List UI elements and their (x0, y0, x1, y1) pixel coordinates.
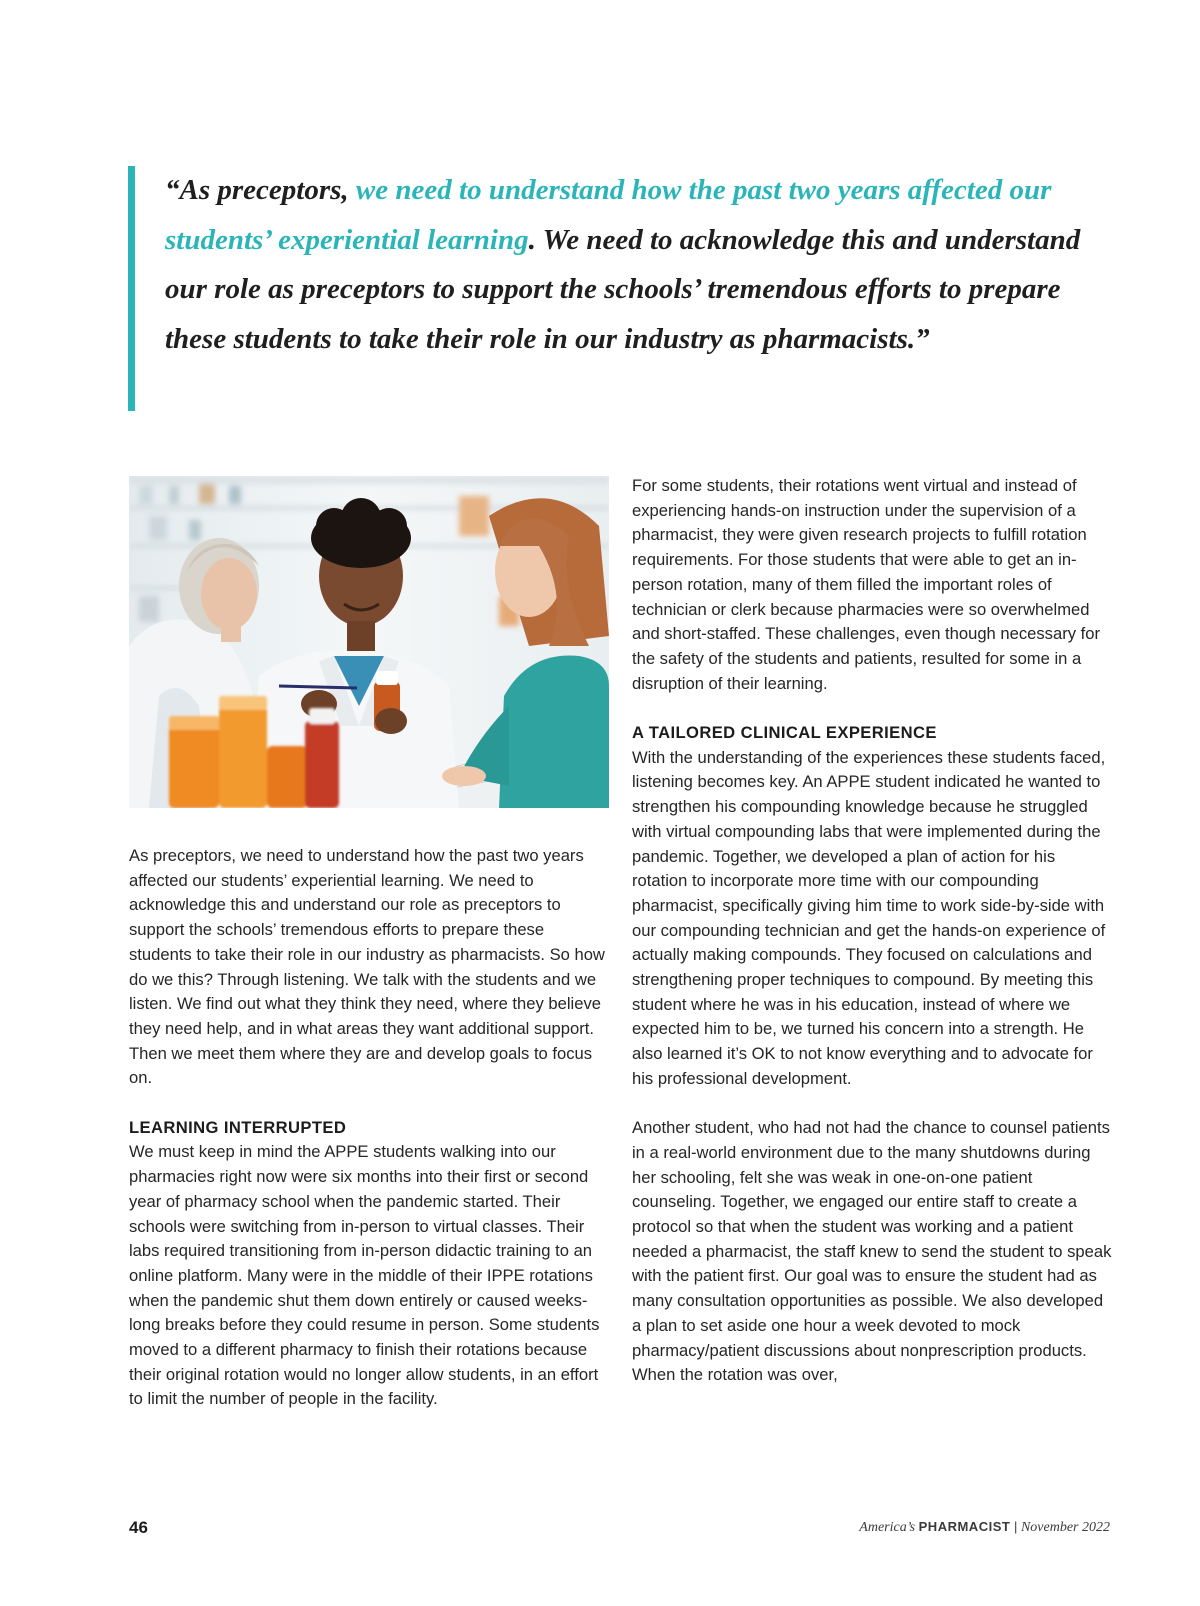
pull-quote-rest: . We need to acknowledge this and understand our role as preceptors to support the schools’ tremendous efforts to prepare these students to take their role in our industry as pharmacists.” (165, 223, 1081, 355)
left-paragraph-1: As preceptors, we need to understand how the past two years affected our students’ experiential learning. We need to acknowledge this and understand our role as preceptors to support the schools’ tremendous efforts to prepare these students to take their role in our industry as pharmacists. So how do we this? Through listening. We talk with the students and we listen. We find out what they think they need, where they believe they need help, and in what areas they want additional support. Then we meet them where they are and develop goals to focus on. (129, 846, 605, 1088)
pull-quote (128, 166, 1118, 411)
issue-date: November 2022 (1020, 1520, 1110, 1535)
pull-quote-lead: “As preceptors, (165, 174, 356, 206)
footer-separator: | (1013, 1519, 1018, 1534)
left-paragraph-2: We must keep in mind the APPE students walking into our pharmacies right now were six months into their first or second year of pharmacy school when the pandemic started. Their schools were switching from in-person to virtual classes. Their labs required transitioning from in-person didactic training to an online platform. Many were in the middle of their IPPE rotations when the pandemic shut them down entirely or caused weeks-long breaks before they could resume in person. Some students moved to a different pharmacy to finish their rotations because their original rotation would no longer allow students, in an effort to limit the number of people in the facility. (129, 1142, 600, 1409)
three-pharmacists-photo (129, 476, 609, 808)
magazine-prefix: America’s (859, 1520, 916, 1535)
page-number: 46 (129, 1518, 148, 1537)
pull-quote-highlight: we need to understand how the past two years affected our students’ experiential learning (165, 174, 1052, 256)
magazine-brand: PHARMACIST (918, 1519, 1011, 1534)
section-heading-tailored-clinical-experience: A TAILORED CLINICAL EXPERIENCE (632, 723, 937, 743)
section-heading-learning-interrupted: LEARNING INTERRUPTED (129, 1117, 347, 1137)
right-paragraph-3: Another student, who had not had the chance to counsel patients in a real-world environment due to the many shutdowns during her schooling, felt she was weak in one-on-one patient counseling. Together, we engaged our entire staff to create a protocol so that when the student was working and a patient needed a pharmacist, the staff knew to send the student to speak with the patient first. Our goal was to ensure the student had as many consultation opportunities as possible. We also developed a plan to set aside one hour a week devoted to mock pharmacy/patient discussions about nonprescription products. When the rotation was over, (632, 1118, 1112, 1385)
right-column (632, 474, 1114, 1388)
left-column (129, 844, 611, 1412)
magazine-footer (859, 1519, 1110, 1536)
right-paragraph-1: For some students, their rotations went virtual and instead of experiencing hands-on instruction under the supervision of a pharmacist, they were given research projects to fulfill rotation requirements. For those students that were able to get an in-person rotation, many of them filled the important roles of technician or clerk because pharmacies were so overwhelmed and short-staffed. These challenges, even though necessary for the safety of the students and patients, resulted for some in a disruption of their learning. (632, 476, 1100, 693)
photo-illustration (129, 476, 609, 808)
right-paragraph-2: With the understanding of the experiences these students faced, listening becomes key. An APPE student indicated he wanted to strengthen his compounding knowledge because he struggled with virtual compounding labs that were implemented during the pandemic. Together, we developed a plan of action for his rotation to incorporate more time with our compounding pharmacist, specifically giving him time to work side-by-side with our compounding technician and get the hands-on experience of actually making compounds. They focused on calculations and strengthening proper techniques to compound. By meeting this student where he was in his education, instead of where we expected him to be, we turned his concern into a strength. He also learned it’s OK to not know everything and to advocate for his professional development. (632, 747, 1106, 1088)
